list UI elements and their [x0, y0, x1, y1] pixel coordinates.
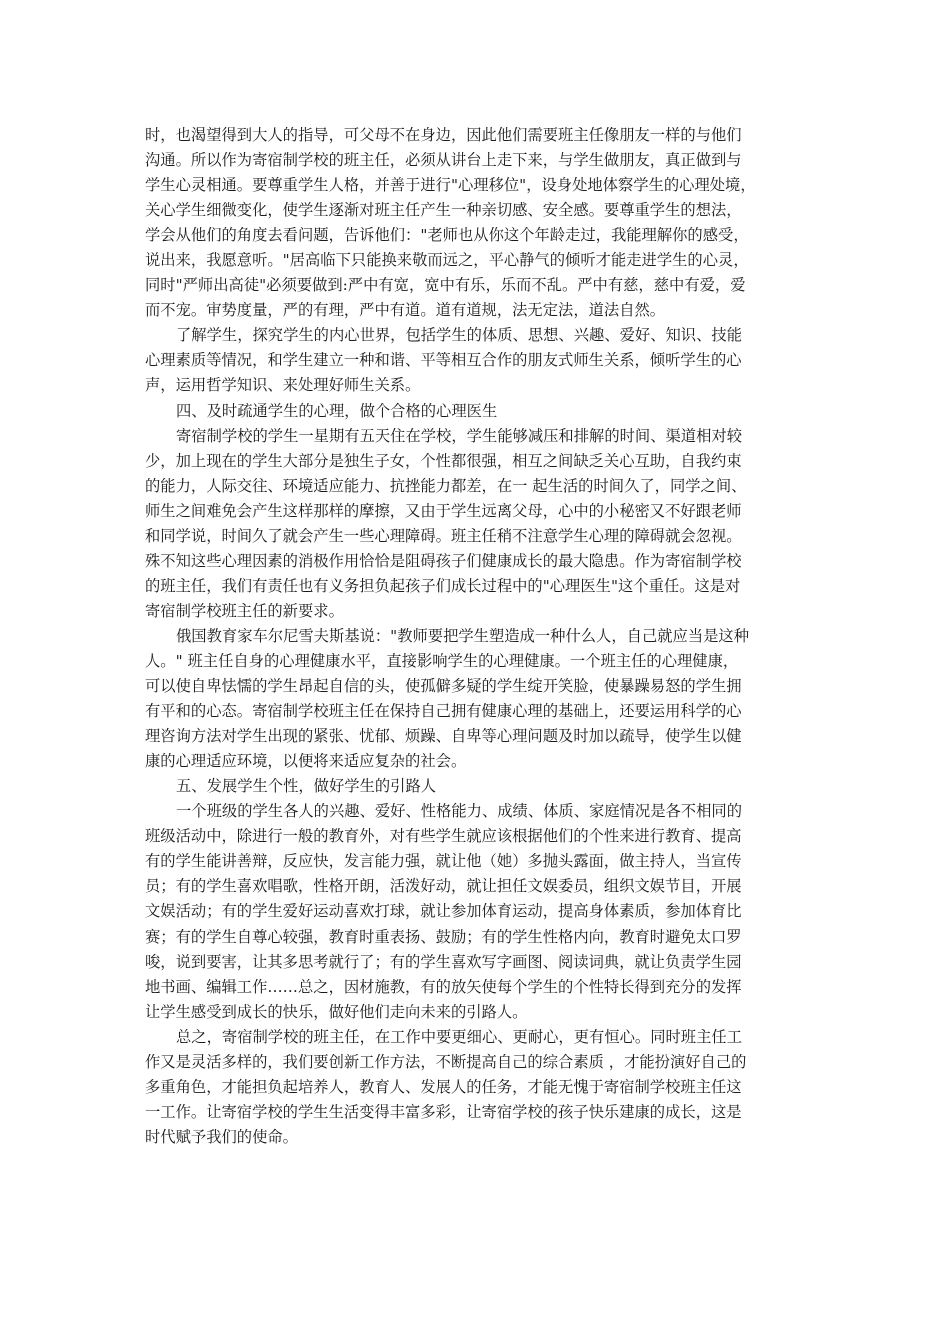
text-line: 总之，寄宿制学校的班主任，在工作中要更细心、更耐心，更有恒心。同时班主任工 — [176, 1027, 742, 1046]
paragraph — [145, 424, 805, 624]
text-line: 声，运用哲学知识、来处理好师生关系。 — [145, 376, 421, 395]
paragraph — [145, 123, 805, 323]
paragraph — [145, 799, 805, 1024]
text-line: 多重角色，才能担负起培养人，教育人、发展人的任务，才能无愧于寄宿制学校班主任这 — [145, 1077, 742, 1096]
text-line: 和同学说，时间久了就会产生一些心理障碍。班主任稍不注意学生心理的障碍就会忽视。 — [145, 526, 742, 545]
text-line: 寄宿制学校的学生一星期有五天住在学校，学生能够减压和排解的时间、渠道相对较 — [176, 426, 742, 445]
text-line: 有的学生能讲善辩，反应快，发言能力强，就让他（她）多抛头露面，做主持人，当宣传 — [145, 852, 742, 871]
text-line: 唆，说到要害，让其多思考就行了；有的学生喜欢写字画图、阅读词典，就让负责学生园 — [145, 952, 742, 971]
text-line: 一个班级的学生各人的兴趣、爱好、性格能力、成绩、体质、家庭情况是各不相同的 — [176, 802, 742, 821]
text-line: 班级活动中，除进行一般的教育外，对有些学生就应该根据他们的个性来进行教育、提高 — [145, 827, 742, 846]
text-line: 关心学生细微变化，使学生逐渐对班主任产生一种亲切感、安全感。要尊重学生的想法， — [145, 201, 742, 220]
text-line: 了解学生，探究学生的内心世界，包括学生的体质、思想、兴趣、爱好、知识、技能 — [176, 326, 742, 345]
text-line: 理咨询方法对学生出现的紧张、忧郁、烦躁、自卑等心理问题及时加以疏导，使学生以健 — [145, 727, 742, 746]
text-line: 的能力，人际交往、环境适应能力、抗挫能力都差，在一 起生活的时间久了，同学之间、 — [145, 476, 747, 495]
paragraph — [145, 399, 805, 424]
text-line: 而不宠。审势度量，严的有理，严中有道。道有道规，法无定法，道法自然。 — [145, 301, 666, 320]
text-line: 心理素质等情况，和学生建立一种和谐、平等相互合作的朋友式师生关系，倾听学生的心 — [145, 351, 742, 370]
text-line: 五、发展学生个性，做好学生的引路人 — [176, 777, 437, 796]
text-line: 同时"严师出高徒"必须要做到:严中有宽，宽中有乐，乐而不乱。严中有慈，慈中有爱，爱 — [145, 276, 746, 295]
text-line: 殊不知这些心理因素的消极作用恰恰是阻碍孩子们健康成长的最大隐患。作为寄宿制学校 — [145, 551, 742, 570]
paragraph — [145, 774, 805, 799]
text-line: 师生之间难免会产生这样那样的摩擦，又由于学生远离父母，心中的小秘密又不好跟老师 — [145, 501, 742, 520]
text-line: 地书画、编辑工作……总之，因材施教，有的放矢使每个学生的个性特长得到充分的发挥 — [145, 977, 742, 996]
text-line: 文娱活动；有的学生爱好运动喜欢打球，就让参加体育运动，提高身体素质，参加体育比 — [145, 902, 742, 921]
text-line: 寄宿制学校班主任的新要求。 — [145, 601, 344, 620]
paragraph — [145, 624, 805, 774]
text-line: 的班主任，我们有责任也有义务担负起孩子们成长过程中的"心理医生"这个重任。这是对 — [145, 576, 741, 595]
paragraph — [145, 1025, 805, 1150]
text-line: 可以使自卑怯懦的学生昂起自信的头，使孤僻多疑的学生绽开笑脸，使暴躁易怒的学生拥 — [145, 677, 742, 696]
text-line: 少，加上现在的学生大部分是独生子女，个性都很强，相互之间缺乏关心互助，自我约束 — [145, 451, 742, 470]
text-line: 让学生感受到成长的快乐，做好他们走向未来的引路人。 — [145, 1002, 528, 1021]
text-line: 康的心理适应环境，以便将来适应复杂的社会。 — [145, 752, 467, 771]
text-line: 有平和的心态。寄宿制学校班主任在保持自己拥有健康心理的基础上，还要运用科学的心 — [145, 702, 742, 721]
paragraph — [145, 323, 805, 398]
text-line: 一工作。让寄宿学校的学生生活变得丰富多彩，让寄宿学校的孩子快乐建康的成长，这是 — [145, 1102, 742, 1121]
text-line: 赛；有的学生自尊心较强，教育时重表扬、鼓励；有的学生性格内向，教育时避免太口罗 — [145, 927, 742, 946]
text-line: 俄国教育家车尔尼雪夫斯基说："教师要把学生塑造成一种什么人，自己就应当是这种 — [176, 626, 750, 645]
text-line: 四、及时疏通学生的心理，做个合格的心理医生 — [176, 401, 498, 420]
text-line: 时代赋予我们的使命。 — [145, 1127, 298, 1146]
text-line: 学会从他们的角度去看问题，告诉他们："老师也从你这个年龄走过，我能理解你的感受， — [145, 226, 749, 245]
text-line: 时，也渴望得到大人的指导，可父母不在身边，因此他们需要班主任像朋友一样的与他们 — [145, 126, 742, 144]
text-line: 说出来，我愿意听。"居高临下只能换来敬而远之，平心静气的倾听才能走进学生的心灵， — [145, 251, 749, 270]
text-line: 作又是灵活多样的，我们要创新工作方法，不断提高自己的综合素质 ，才能扮演好自己的 — [145, 1052, 747, 1071]
text-line: 员；有的学生喜欢唱歌，性格开朗，活泼好动，就让担任文娱委员，组织文娱节目，开展 — [145, 877, 742, 896]
text-line: 沟通。所以作为寄宿制学校的班主任，必须从讲台上走下来，与学生做朋友，真正做到与 — [145, 151, 742, 170]
text-line: 学生心灵相通。要尊重学生人格，并善于进行"心理移位"，设身处地体察学生的心理处境， — [145, 176, 756, 195]
document-body — [145, 123, 805, 1150]
text-line: 人。" 班主任自身的心理健康水平，直接影响学生的心理健康。一个班主任的心理健康， — [145, 651, 739, 670]
